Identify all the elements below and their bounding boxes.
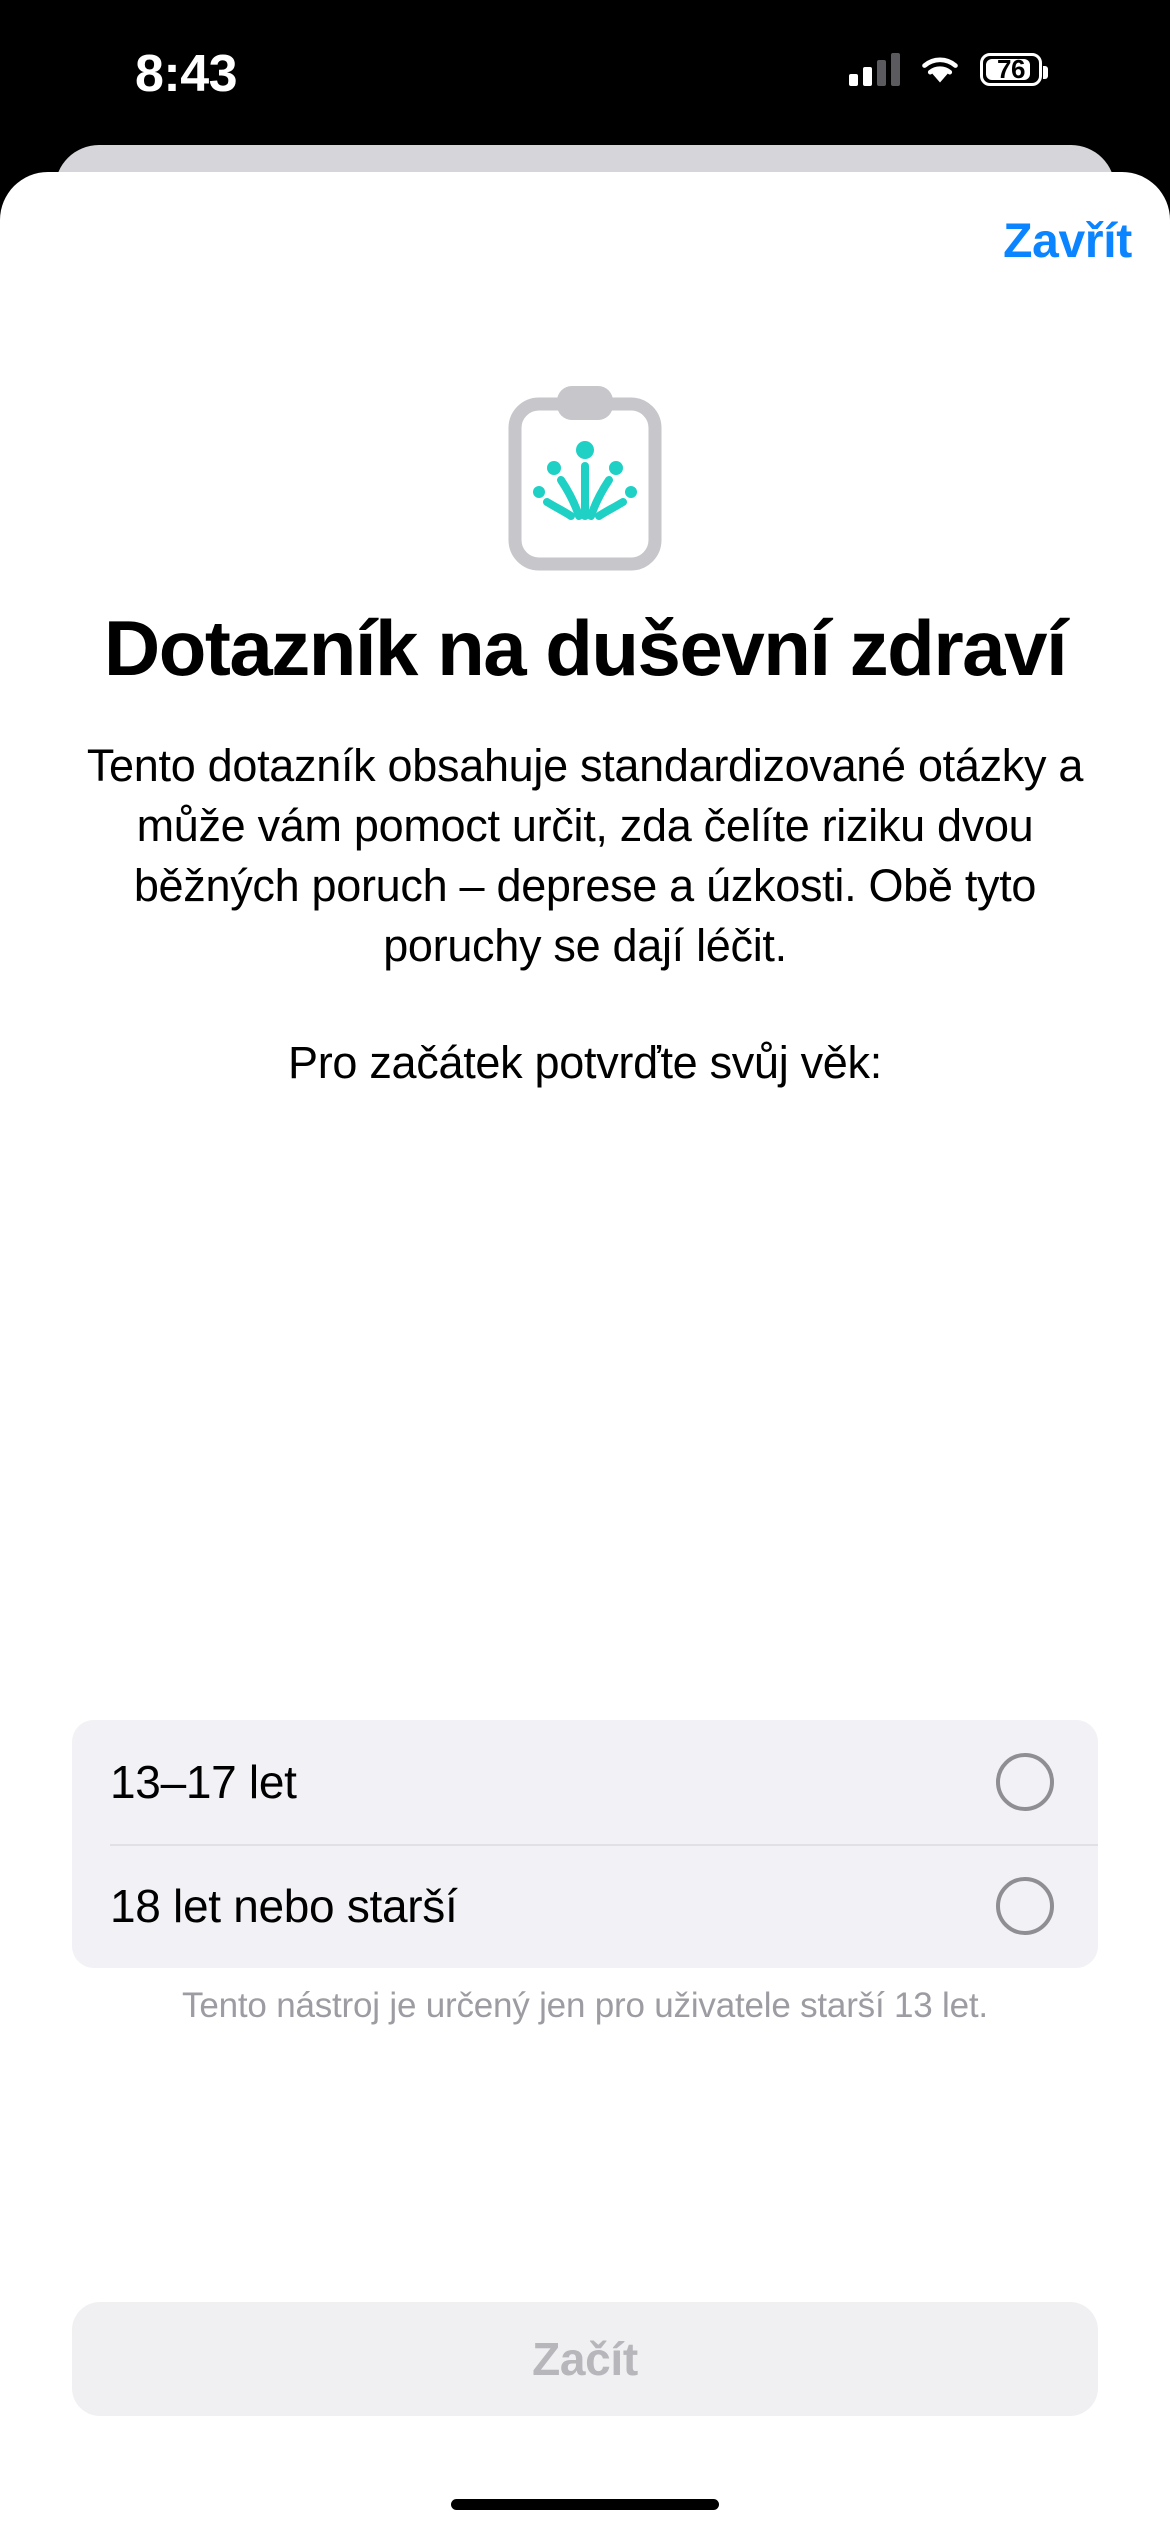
age-options-list	[72, 1720, 1098, 1968]
radio-button-icon[interactable]	[996, 1753, 1054, 1811]
option-label: 13–17 let	[110, 1756, 297, 1808]
status-time: 8:43	[135, 45, 238, 103]
questionnaire-sheet	[0, 172, 1170, 2532]
battery-level: 76	[997, 53, 1025, 84]
page-title: Dotazník na duševní zdraví	[103, 604, 1067, 692]
sheet-content	[0, 602, 1170, 1092]
home-indicator	[451, 2499, 719, 2510]
option-age-13-17[interactable]	[72, 1720, 1098, 1844]
status-bar	[0, 0, 1170, 150]
radio-button-icon[interactable]	[996, 1877, 1054, 1935]
status-indicators	[849, 52, 1042, 86]
clipboard-survey-icon	[495, 380, 675, 580]
age-footnote: Tento nástroj je určený jen pro uživatele starší 13 let.	[182, 1986, 988, 2025]
option-label: 18 let nebo starší	[110, 1880, 458, 1932]
cellular-bars-icon	[849, 52, 900, 86]
wifi-icon	[918, 52, 962, 86]
age-prompt-text: Pro začátek potvrďte svůj věk:	[288, 1037, 882, 1088]
option-age-18-plus[interactable]	[72, 1844, 1098, 1968]
intro-text: Tento dotazník obsahuje standardizované otázky a může vám pomoct určit, zda čelíte riziku dvou běžných poruch – deprese a úzkosti. Obě tyto poruchy se dají léčit.	[86, 740, 1084, 971]
start-button[interactable]: Začít	[72, 2302, 1098, 2416]
close-button[interactable]: Zavřít	[1003, 215, 1132, 268]
battery-icon	[980, 53, 1042, 86]
